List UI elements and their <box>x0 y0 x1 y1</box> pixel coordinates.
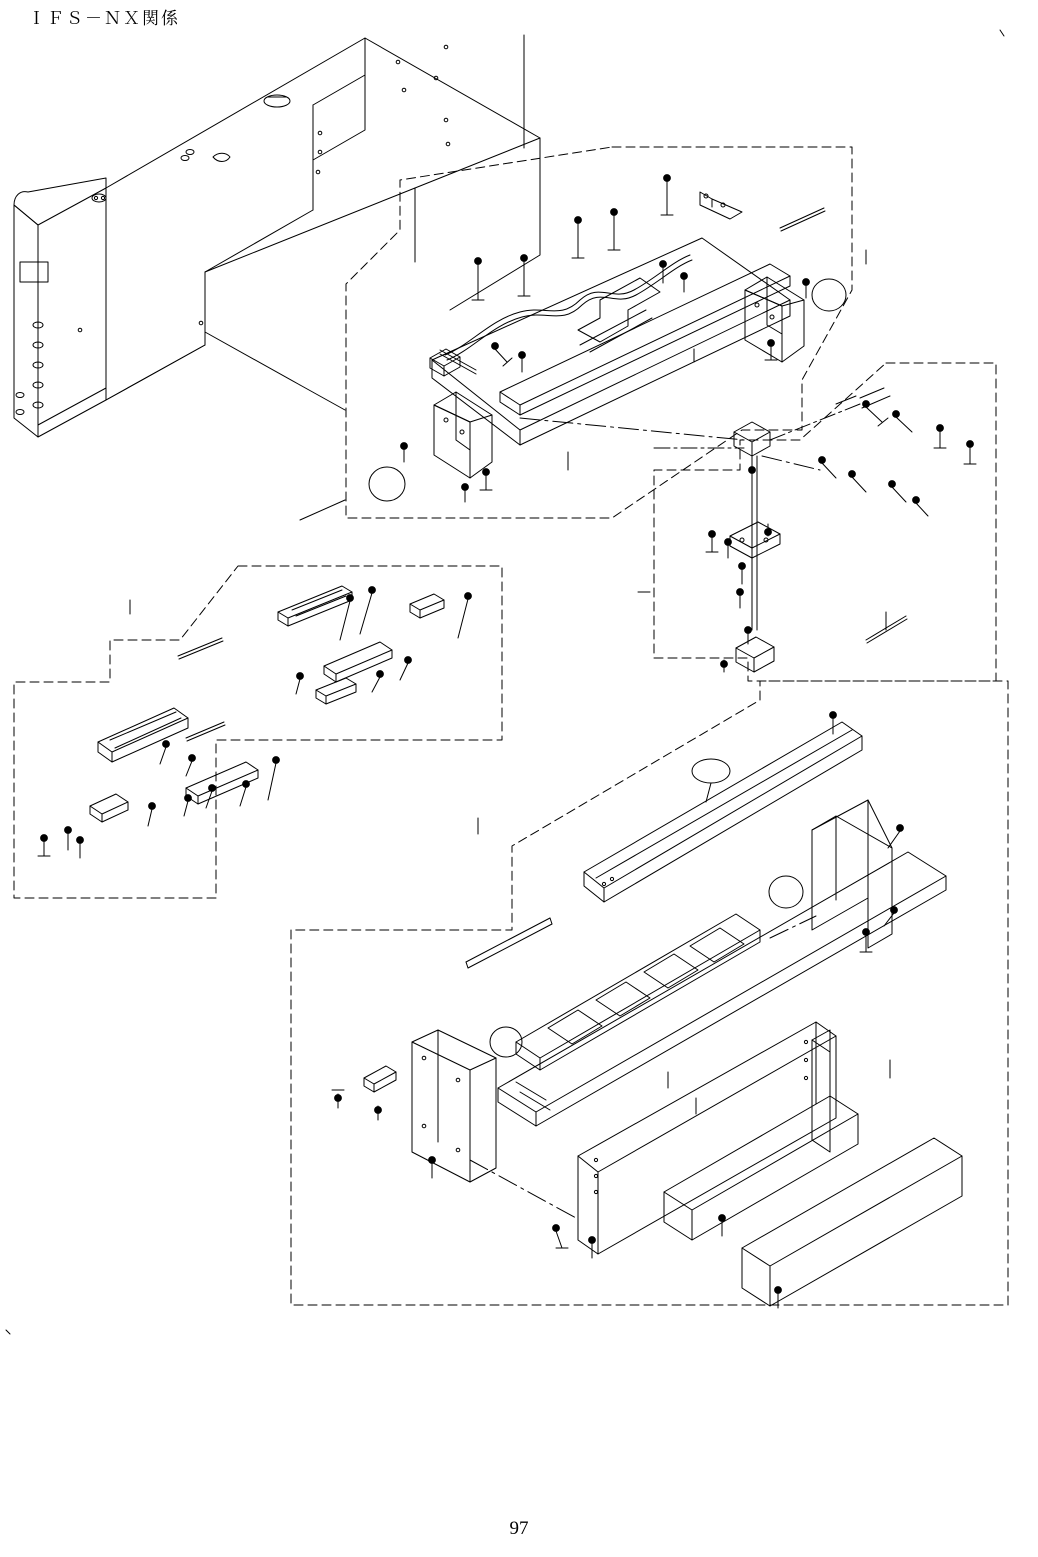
group-lower-shelves-outline <box>291 681 1008 1305</box>
balloon-1 <box>812 279 846 311</box>
balloon-5 <box>490 1027 522 1057</box>
fasteners-upper-panel <box>401 175 810 502</box>
right-column-parts <box>638 388 907 672</box>
fasteners-right-column <box>706 401 976 672</box>
group-upper-panel-outline <box>346 147 852 518</box>
balloon-4 <box>769 876 803 908</box>
fasteners-rails-left <box>38 587 471 858</box>
callout-balloons <box>369 279 846 1057</box>
group-rails-left-outline <box>14 566 502 898</box>
group-right-column-outline <box>654 363 996 681</box>
lower-shelves-parts <box>364 722 962 1306</box>
page-number: 97 <box>509 1518 529 1539</box>
upper-panel-parts <box>430 192 866 478</box>
fasteners-lower-shelves <box>332 712 903 1308</box>
page-title: ＩＦＳ－ＮＸ関係 <box>28 9 180 29</box>
cabinet-body <box>14 35 540 520</box>
rails-left-parts <box>90 586 478 834</box>
balloon-3 <box>692 759 730 783</box>
balloon-2 <box>369 467 405 501</box>
